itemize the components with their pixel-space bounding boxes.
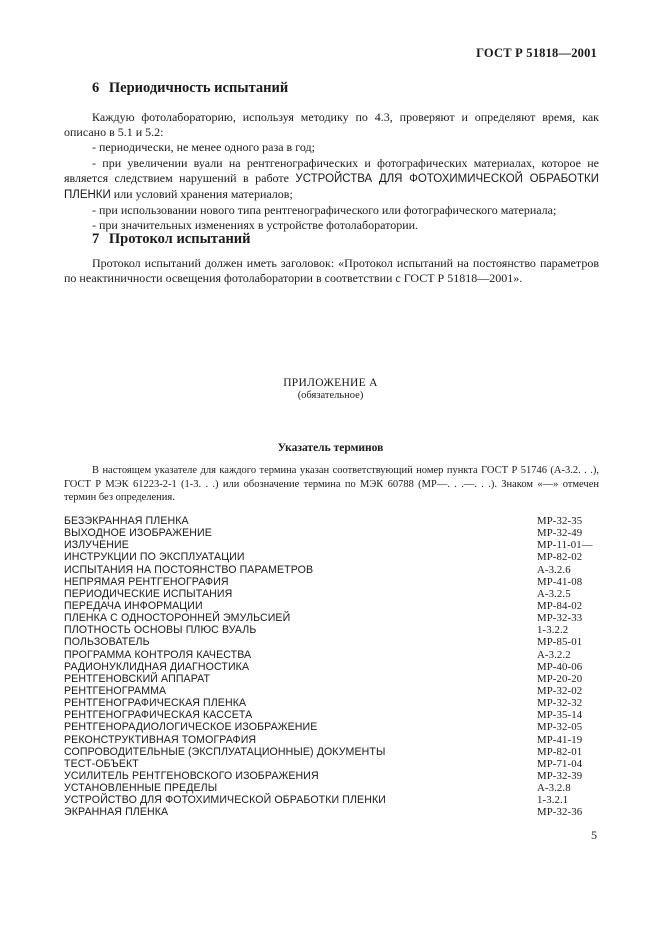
term-reference: 1-3.2.1 — [537, 794, 569, 807]
section-6-item-2 — [64, 156, 599, 204]
term-label: РЕНТГЕНОГРАФИЧЕСКАЯ КАССЕТА — [64, 709, 253, 722]
term-label: НЕПРЯМАЯ РЕНТГЕНОГРАФИЯ — [64, 575, 229, 588]
term-row — [64, 576, 599, 588]
term-reference: А-3.2.2 — [537, 648, 571, 661]
section-6-title: Периодичность испытаний — [108, 80, 289, 96]
term-label: ПРОГРАММА КОНТРОЛЯ КАЧЕСТВА — [64, 648, 252, 661]
term-row — [64, 539, 599, 551]
section-6-item-1: - периодически, не менее одного раза в год; — [92, 140, 315, 155]
section-6-item-2-suffix: или условий хранения материалов; — [110, 187, 293, 202]
terms-index — [64, 515, 599, 819]
page-number: 5 — [591, 828, 597, 842]
term-row — [64, 782, 599, 794]
term-reference: А-3.2.6 — [537, 563, 571, 576]
term-label: ПЕРИОДИЧЕСКИЕ ИСПЫТАНИЯ — [64, 587, 233, 600]
document-code: ГОСТ Р 51818—2001 — [476, 46, 597, 60]
term-reference: МР-40-06 — [537, 660, 583, 673]
section-7-heading — [92, 231, 251, 248]
term-label: БЕЗЭКРАННАЯ ПЛЕНКА — [64, 515, 189, 527]
term-label: ПЕРЕДАЧА ИНФОРМАЦИИ — [64, 599, 203, 612]
term-label: УСТАНОВЛЕННЫЕ ПРЕДЕЛЫ — [64, 782, 218, 795]
appendix-subtitle: (обязательное) — [297, 390, 364, 401]
term-reference: МР-82-01 — [537, 745, 583, 758]
term-row — [64, 770, 599, 782]
term-row — [64, 564, 599, 576]
section-6-body — [64, 110, 599, 234]
term-reference: МР-85-01 — [537, 636, 583, 649]
term-reference: МР-41-19 — [537, 733, 583, 746]
term-label: СОПРОВОДИТЕЛЬНЫЕ (ЭКСПЛУАТАЦИОННЫЕ) ДОКУМЕНТЫ — [64, 745, 386, 758]
term-reference: МР-84-02 — [537, 599, 583, 612]
term-row — [64, 673, 599, 685]
term-reference: МР-20-20 — [537, 672, 583, 685]
term-row — [64, 588, 599, 600]
term-label: ВЫХОДНОЕ ИЗОБРАЖЕНИЕ — [64, 527, 212, 540]
term-label: УСТРОЙСТВО ДЛЯ ФОТОХИМИЧЕСКОЙ ОБРАБОТКИ ПЛЕНКИ — [64, 794, 386, 807]
term-row — [64, 600, 599, 612]
term-reference: А-3.2.8 — [537, 782, 571, 795]
section-6-intro: Каждую фотолабораторию, используя методику по 4.3, проверяют и определяют время, как описано в 5.1 и 5.2: — [64, 110, 599, 140]
term-row — [64, 758, 599, 770]
term-label: ПОЛЬЗОВАТЕЛЬ — [64, 636, 150, 649]
term-row — [64, 734, 599, 746]
term-row — [64, 721, 599, 733]
term-reference: МР-32-05 — [537, 721, 583, 734]
appendix-title: ПРИЛОЖЕНИЕ А — [283, 377, 378, 389]
section-6-number: 6 — [92, 80, 100, 96]
term-row — [64, 612, 599, 624]
term-label: РЕНТГЕНОГРАФИЧЕСКАЯ ПЛЕНКА — [64, 697, 247, 710]
term-label: ИЗЛУЧЕНИЕ — [64, 539, 129, 552]
index-intro-text: В настоящем указателе для каждого термина указан соответствующий номер пункта ГОСТ Р 51746 (А-3.2. . .), ГОСТ Р МЭК 61223-2-1 (1-3. . .) или обозначение термина по МЭК 60788 (МР—. . .—. . .). Знаком «—» отмечен термин без определения. — [64, 465, 599, 504]
term-row — [64, 649, 599, 661]
term-row — [64, 806, 599, 818]
term-label: ИНСТРУКЦИИ ПО ЭКСПЛУАТАЦИИ — [64, 551, 245, 564]
term-reference: МР-35-14 — [537, 709, 583, 722]
term-label: РЕНТГЕНОГРАММА — [64, 684, 167, 697]
index-intro — [64, 464, 599, 505]
term-row — [64, 697, 599, 709]
term-row — [64, 515, 599, 527]
term-reference: МР-41-08 — [537, 575, 583, 588]
section-7-text: Протокол испытаний должен иметь заголовок: «Протокол испытаний на постоянство параметров по неактиничности освещения фотолаборатории в соответствии с ГОСТ Р 51818—2001». — [64, 256, 599, 286]
term-reference: МР-32-49 — [537, 527, 583, 540]
term-row — [64, 685, 599, 697]
section-6-item-2-term: УСТРОЙСТВА ДЛЯ ФОТОХИМИЧЕСКОЙ ОБРАБОТКИ ПЛЕНКИ — [64, 172, 599, 202]
section-6-item-2-prefix: - при увеличении вуали на рентгенографических и фотографических материалах, которое не является следствием нарушений в работе — [64, 155, 599, 185]
term-reference: МР-11-01— — [537, 539, 593, 552]
term-reference: А-3.2.5 — [537, 587, 571, 600]
section-6-item-4: - при значительных изменениях в устройстве фотолаборатории. — [92, 218, 419, 233]
term-row — [64, 746, 599, 758]
section-7-body — [64, 256, 599, 286]
term-label: ТЕСТ-ОБЪЕКТ — [64, 757, 139, 770]
term-label: ПЛЕНКА С ОДНОСТОРОННЕЙ ЭМУЛЬСИЕЙ — [64, 612, 291, 625]
term-reference: МР-32-32 — [537, 697, 583, 710]
term-reference: МР-32-35 — [537, 515, 583, 527]
index-title: Указатель терминов — [277, 442, 384, 454]
term-row — [64, 624, 599, 636]
term-label: ИСПЫТАНИЯ НА ПОСТОЯНСТВО ПАРАМЕТРОВ — [64, 563, 314, 576]
term-row — [64, 551, 599, 563]
section-7-number: 7 — [92, 231, 100, 247]
term-label: УСИЛИТЕЛЬ РЕНТГЕНОВСКОГО ИЗОБРАЖЕНИЯ — [64, 769, 319, 782]
term-row — [64, 527, 599, 539]
term-reference: МР-82-02 — [537, 551, 583, 564]
term-row — [64, 661, 599, 673]
section-6-item-3: - при использовании нового типа рентгенографического или фотографического материала; — [92, 203, 557, 218]
term-reference: МР-32-36 — [537, 806, 583, 819]
term-row — [64, 636, 599, 648]
term-reference: МР-32-33 — [537, 612, 583, 625]
term-reference: МР-32-02 — [537, 684, 583, 697]
term-reference: МР-32-39 — [537, 769, 583, 782]
section-7-title: Протокол испытаний — [108, 231, 251, 247]
section-6-heading — [92, 80, 288, 97]
term-label: РЕНТГЕНОВСКИЙ АППАРАТ — [64, 672, 211, 685]
term-row — [64, 794, 599, 806]
term-label: РЕНТГЕНОРАДИОЛОГИЧЕСКОЕ ИЗОБРАЖЕНИЕ — [64, 721, 318, 734]
term-label: РАДИОНУКЛИДНАЯ ДИАГНОСТИКА — [64, 660, 250, 673]
term-label: ПЛОТНОСТЬ ОСНОВЫ ПЛЮС ВУАЛЬ — [64, 624, 257, 637]
term-label: РЕКОНСТРУКТИВНАЯ ТОМОГРАФИЯ — [64, 733, 257, 746]
term-label: ЭКРАННАЯ ПЛЕНКА — [64, 806, 169, 819]
term-reference: 1-3.2.2 — [537, 624, 569, 637]
term-reference: МР-71-04 — [537, 757, 583, 770]
term-row — [64, 709, 599, 721]
